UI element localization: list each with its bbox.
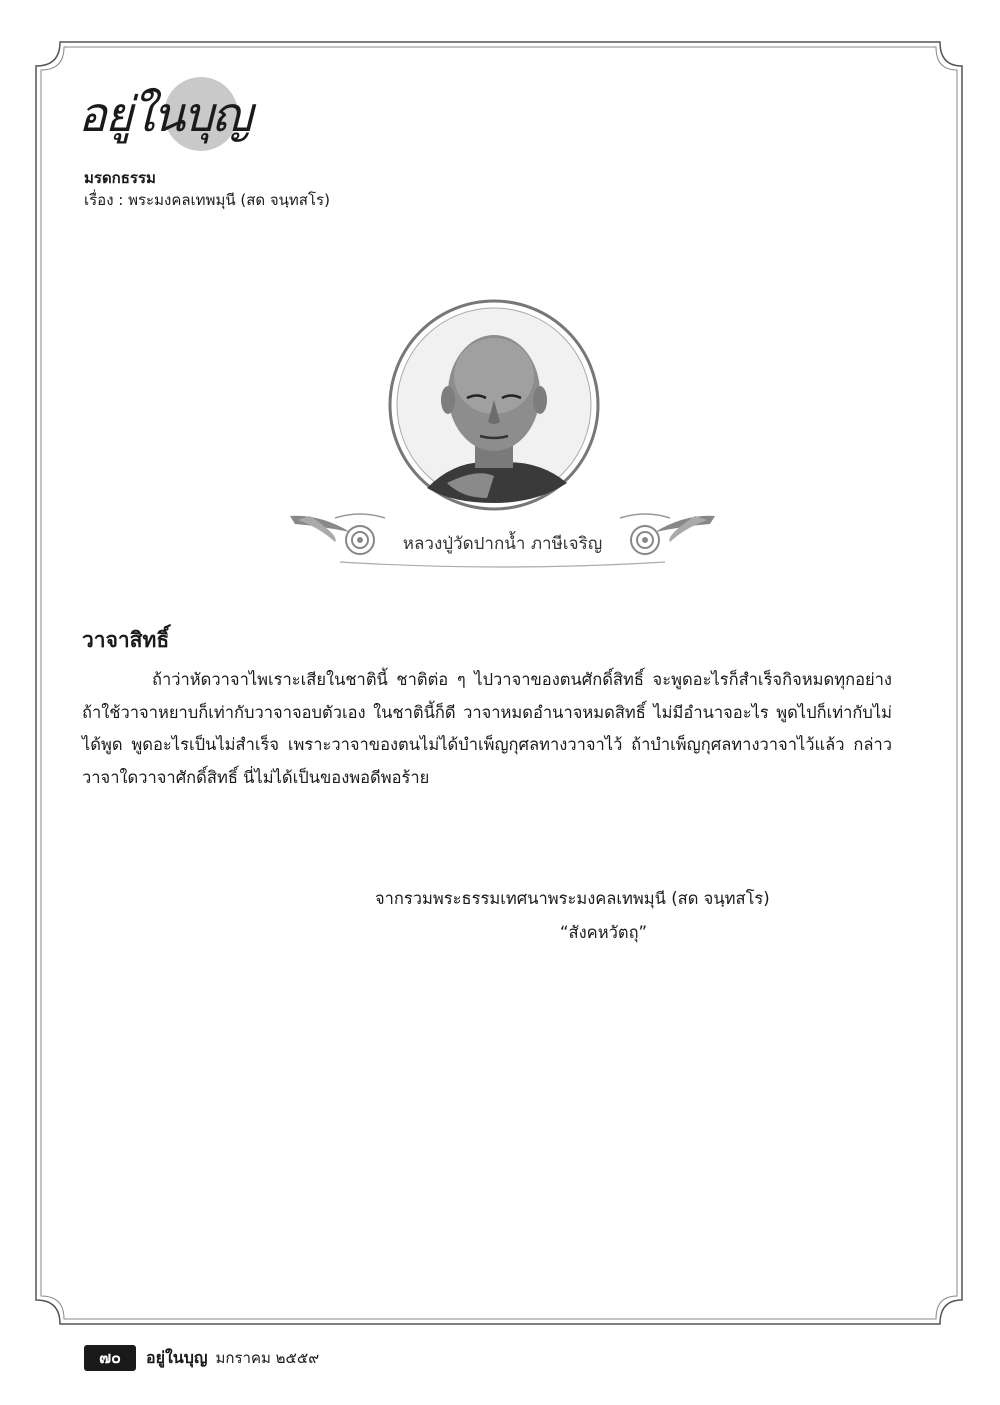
section-title: มรดกธรรม bbox=[84, 169, 156, 187]
page-footer bbox=[84, 1343, 319, 1373]
byline: เรื่อง : พระมงคลเทพมุนี (สด จนฺทสโร) bbox=[84, 191, 330, 209]
article-heading: วาจาสิทธิ์ bbox=[82, 628, 170, 652]
footer-magazine-name: อยู่ในบุญ bbox=[146, 1347, 208, 1367]
portrait-caption: หลวงปู่วัดปากน้ำ ภาษีเจริญ bbox=[402, 534, 603, 554]
logo-text: อยู่ในบุญ bbox=[78, 87, 251, 143]
article-body bbox=[82, 664, 892, 794]
masthead-logo bbox=[78, 75, 258, 165]
footer-issue-date: มกราคม ๒๕๕๙ bbox=[215, 1349, 320, 1367]
article-paragraph: ถ้าว่าหัดวาจาไพเราะเสียในชาตินี้ ชาติต่อ ๆ ไปวาจาของตนศักดิ์สิทธิ์ จะพูดอะไรก็สำเร็จกิจหมดทุกอย่าง ถ้าใช้วาจาหยาบก็เท่ากับวาจาจอบตัวเอง ในชาตินี้ก็ดี วาจาหมดอำนาจหมดสิทธิ์ ไม่มีอำนาจอะไร พูดไปก็เท่ากับไม่ได้พูด พูดอะไรเป็นไม่สำเร็จ เพราะวาจาของตนไม่ได้บำเพ็ญกุศลทางวาจาไว้ ถ้าบำเพ็ญกุศลทางวาจาไว้แล้ว กล่าววาจาใดวาจาศักดิ์สิทธิ์ นี่ไม่ได้เป็นของพอดีพอร้าย bbox=[82, 670, 892, 787]
page-number: ๗๐ bbox=[84, 1345, 136, 1371]
source-line-1: จากรวมพระธรรมเทศนาพระมงคลเทพมุนี (สด จนฺทสโร) bbox=[375, 889, 770, 908]
source-line-2: “สังคหวัตถุ” bbox=[560, 923, 648, 942]
portrait-caption-banner bbox=[290, 510, 715, 570]
portrait bbox=[387, 298, 601, 512]
monk-portrait-image bbox=[387, 298, 601, 512]
